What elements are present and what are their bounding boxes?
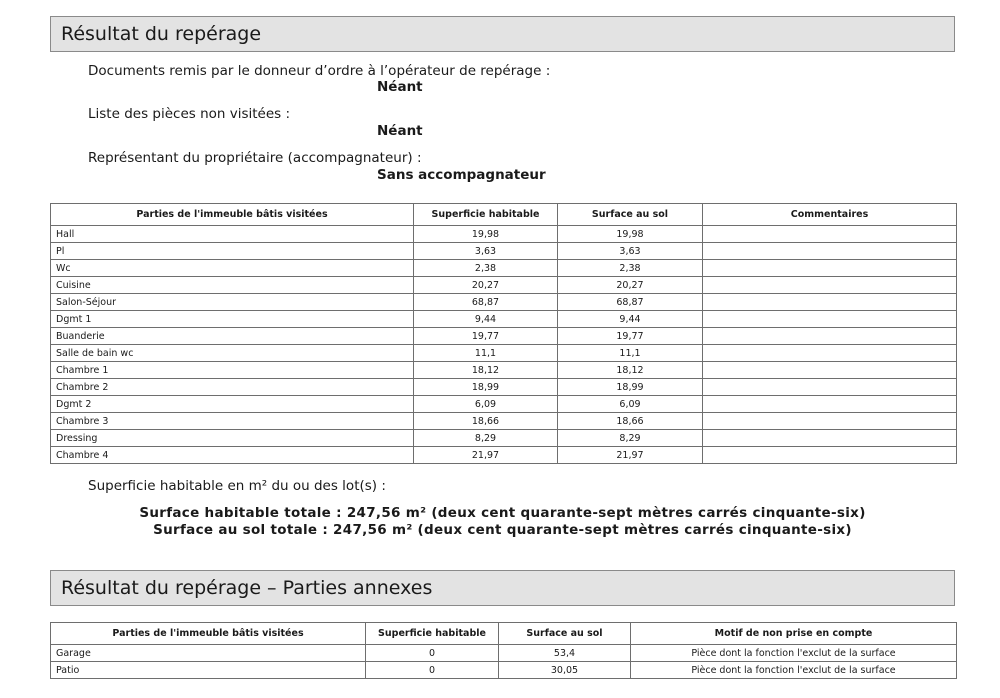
documents-remis-label: Documents remis par le donneur d’ordre à l’opérateur de repérage :	[88, 63, 551, 79]
table-row	[51, 413, 957, 430]
table-row	[51, 328, 957, 345]
surface-sol-totale: Surface au sol totale : 247,56 m² (deux cent quarante-sept mètres carrés cinquante-six)	[153, 522, 852, 538]
cell-partie: Patio	[51, 662, 366, 679]
cell-surface-sol: 6,09	[558, 396, 703, 413]
cell-partie: Buanderie	[51, 328, 414, 345]
cell-partie: Cuisine	[51, 277, 414, 294]
table-row	[51, 447, 957, 464]
cell-commentaire	[703, 362, 957, 379]
cell-partie: Chambre 1	[51, 362, 414, 379]
cell-commentaire	[703, 226, 957, 243]
cell-superficie: 8,29	[414, 430, 558, 447]
cell-commentaire	[703, 413, 957, 430]
cell-superficie: 0	[366, 645, 499, 662]
cell-commentaire	[703, 243, 957, 260]
column-header-superficie: Superficie habitable	[366, 623, 499, 645]
cell-surface-sol: 18,66	[558, 413, 703, 430]
column-header-surface-sol: Surface au sol	[558, 204, 703, 226]
cell-partie: Dressing	[51, 430, 414, 447]
section-title-annexes: Résultat du repérage – Parties annexes	[50, 570, 955, 606]
section-title-reperage: Résultat du repérage	[50, 16, 955, 52]
cell-superficie: 9,44	[414, 311, 558, 328]
surface-habitable-totale: Surface habitable totale : 247,56 m² (deux cent quarante-sept mètres carrés cinquante-six)	[139, 505, 866, 521]
documents-remis-value: Néant	[377, 79, 423, 95]
cell-surface-sol: 2,38	[558, 260, 703, 277]
cell-commentaire	[703, 396, 957, 413]
column-header-parties: Parties de l'immeuble bâtis visitées	[51, 204, 414, 226]
cell-surface-sol: 9,44	[558, 311, 703, 328]
cell-superficie: 20,27	[414, 277, 558, 294]
table-header-row	[51, 623, 957, 645]
table-row	[51, 396, 957, 413]
cell-surface-sol: 30,05	[499, 662, 631, 679]
cell-superficie: 18,66	[414, 413, 558, 430]
representant-label: Représentant du propriétaire (accompagnateur) :	[88, 150, 422, 166]
superficie-lots-label: Superficie habitable en m² du ou des lot(s) :	[88, 478, 386, 494]
cell-commentaire	[703, 311, 957, 328]
table-row	[51, 345, 957, 362]
column-header-commentaires: Commentaires	[703, 204, 957, 226]
column-header-superficie: Superficie habitable	[414, 204, 558, 226]
cell-partie: Wc	[51, 260, 414, 277]
table-row	[51, 645, 957, 662]
cell-surface-sol: 19,98	[558, 226, 703, 243]
pieces-non-visitees-value: Néant	[377, 123, 423, 139]
annexes-table-body	[51, 645, 957, 679]
cell-partie: Salle de bain wc	[51, 345, 414, 362]
surfaces-table	[50, 203, 957, 464]
cell-surface-sol: 19,77	[558, 328, 703, 345]
column-header-surface-sol: Surface au sol	[499, 623, 631, 645]
cell-partie: Chambre 3	[51, 413, 414, 430]
cell-partie: Pl	[51, 243, 414, 260]
cell-surface-sol: 8,29	[558, 430, 703, 447]
cell-partie: Dgmt 2	[51, 396, 414, 413]
cell-superficie: 3,63	[414, 243, 558, 260]
cell-partie: Dgmt 1	[51, 311, 414, 328]
cell-superficie: 6,09	[414, 396, 558, 413]
cell-partie: Chambre 4	[51, 447, 414, 464]
table-row	[51, 226, 957, 243]
table-row	[51, 260, 957, 277]
cell-commentaire	[703, 345, 957, 362]
cell-superficie: 2,38	[414, 260, 558, 277]
table-row	[51, 311, 957, 328]
cell-superficie: 68,87	[414, 294, 558, 311]
table-row	[51, 379, 957, 396]
column-header-motif: Motif de non prise en compte	[631, 623, 957, 645]
cell-motif: Pièce dont la fonction l'exclut de la surface	[631, 662, 957, 679]
table-row	[51, 662, 957, 679]
cell-surface-sol: 20,27	[558, 277, 703, 294]
cell-partie: Hall	[51, 226, 414, 243]
cell-commentaire	[703, 277, 957, 294]
cell-surface-sol: 53,4	[499, 645, 631, 662]
cell-surface-sol: 18,12	[558, 362, 703, 379]
pieces-non-visitees-label: Liste des pièces non visitées :	[88, 106, 291, 122]
cell-partie: Garage	[51, 645, 366, 662]
cell-commentaire	[703, 430, 957, 447]
table-row	[51, 362, 957, 379]
cell-commentaire	[703, 294, 957, 311]
cell-partie: Salon-Séjour	[51, 294, 414, 311]
cell-superficie: 11,1	[414, 345, 558, 362]
table-row	[51, 277, 957, 294]
table-row	[51, 294, 957, 311]
table-row	[51, 243, 957, 260]
cell-superficie: 0	[366, 662, 499, 679]
cell-superficie: 19,77	[414, 328, 558, 345]
cell-superficie: 19,98	[414, 226, 558, 243]
cell-surface-sol: 21,97	[558, 447, 703, 464]
column-header-parties: Parties de l'immeuble bâtis visitées	[51, 623, 366, 645]
cell-commentaire	[703, 447, 957, 464]
cell-motif: Pièce dont la fonction l'exclut de la surface	[631, 645, 957, 662]
annexes-table	[50, 622, 957, 679]
table-row	[51, 430, 957, 447]
cell-partie: Chambre 2	[51, 379, 414, 396]
representant-value: Sans accompagnateur	[377, 167, 546, 183]
cell-surface-sol: 3,63	[558, 243, 703, 260]
cell-superficie: 18,99	[414, 379, 558, 396]
cell-commentaire	[703, 260, 957, 277]
cell-commentaire	[703, 379, 957, 396]
cell-superficie: 21,97	[414, 447, 558, 464]
cell-surface-sol: 11,1	[558, 345, 703, 362]
surfaces-table-body	[51, 226, 957, 464]
cell-surface-sol: 18,99	[558, 379, 703, 396]
cell-superficie: 18,12	[414, 362, 558, 379]
cell-commentaire	[703, 328, 957, 345]
table-header-row	[51, 204, 957, 226]
cell-surface-sol: 68,87	[558, 294, 703, 311]
